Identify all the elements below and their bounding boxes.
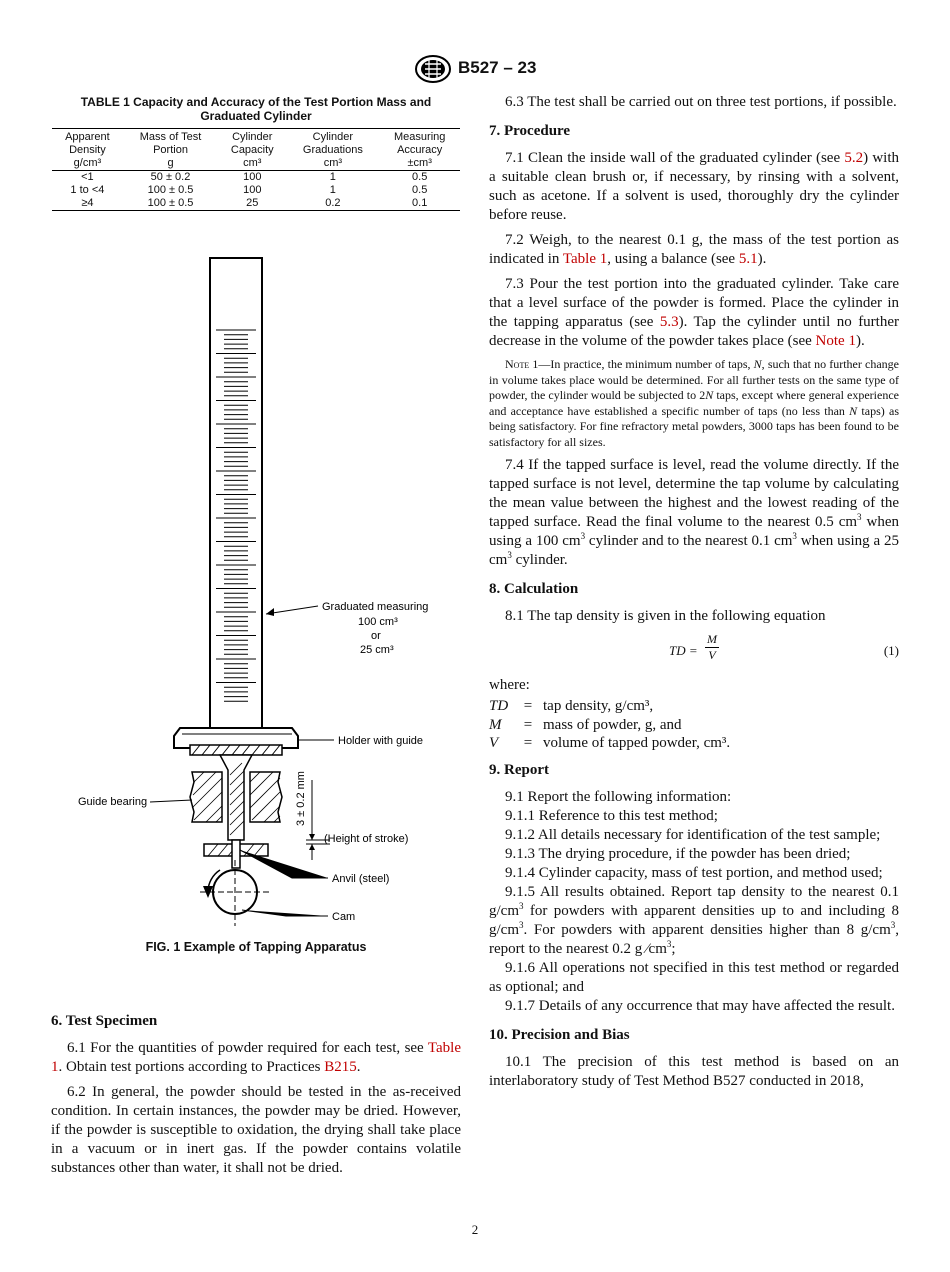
cam-label: Cam [332, 911, 356, 923]
tapping-apparatus-figure [60, 250, 460, 930]
table-cell: 0.1 [379, 197, 460, 211]
equation-numerator: M [707, 632, 717, 646]
col-header-mass: Mass of Test Portion [123, 129, 218, 158]
unit-graduations: cm³ [286, 157, 379, 171]
report-list [489, 788, 899, 1016]
table-caption [52, 95, 460, 123]
note-1: Note 1—In practice, the minimum number of taps, N, such that no further change in volume takes place would be determined. For all further tests on the same type of powder, the cylinder would be subjected to 2N taps, except where general experience and acceptance have established a specific number of taps (no less than N taps) as being satisfactory. For fine refractory metal powders, 3000 taps has been found to be satisfactory for all sizes. [489, 357, 900, 449]
table-cell: ≥4 [52, 197, 123, 211]
table-cell: 0.5 [412, 171, 428, 183]
table-row [52, 184, 460, 197]
paragraph-8-1: 8.1 The tap density is given in the following equation [505, 608, 826, 624]
page-header [0, 54, 950, 84]
left-column [51, 1012, 461, 1184]
table-cell: 100 ± 0.5 [147, 184, 194, 196]
table-cell: 0.5 [412, 184, 428, 196]
list-item: 9.1.1 Reference to this test method; [505, 807, 718, 824]
page-number: 2 [471, 1222, 479, 1237]
table1-link[interactable]: Table 1 [51, 1040, 461, 1075]
paragraph-6-3: 6.3 The test shall be carried out on three test portions, if possible. [505, 94, 897, 110]
table-caption-line1: TABLE 1 Capacity and Accuracy of the Test Portion Mass and [80, 95, 432, 109]
unit-density: g/cm³ [52, 157, 123, 171]
ref-5-1-link[interactable]: 5.1 [738, 251, 758, 267]
unit-capacity: cm³ [218, 157, 286, 171]
table-cell: 1 [329, 171, 336, 183]
graduated-cylinder [210, 258, 262, 728]
where-list [489, 697, 899, 753]
list-item: 9.1.3 The drying procedure, if the powder has been dried; [505, 845, 851, 862]
col-header-graduations: Cylinder Graduations [286, 129, 379, 158]
graduated-label-2: 100 cm³ [358, 616, 398, 628]
table1-link[interactable]: Table 1 [562, 251, 608, 267]
col-header-accuracy: Measuring Accuracy [379, 129, 460, 158]
guide-bearing-label: Guide bearing [78, 796, 148, 808]
table-caption-line2: Graduated Cylinder [200, 109, 312, 123]
table-cell: 100 [243, 171, 262, 183]
anvil-label: Anvil (steel) [332, 873, 390, 885]
b215-link[interactable]: B215 [324, 1059, 357, 1075]
graduated-label-1: Graduated measuring [322, 601, 429, 613]
equation-fraction [705, 632, 719, 663]
table-row [52, 197, 460, 211]
stroke-dimension-label: 3 ± 0.2 mm [295, 771, 307, 826]
paragraph-10-1: 10.1 The precision of this test method is based on an interlaboratory study of Test Method B527 conducted in 2018, [489, 1053, 899, 1089]
equation-1 [489, 632, 899, 668]
figure-caption: FIG. 1 Example of Tapping Apparatus [145, 940, 367, 954]
equation-denominator: V [708, 648, 716, 662]
list-item: 9.1.4 Cylinder capacity, mass of test portion, and method used; [505, 864, 883, 881]
table-cell: <1 [81, 171, 94, 183]
paragraph-7-1: 7.1 Clean the inside wall of the graduated cylinder (see 5.2) with a suitable clean brush or, if necessary, by rinsing with a solvent, such as acetone. If a solvent is used, thoroughly dry the cylinder before reuse. [489, 150, 899, 223]
graduated-label-4: 25 cm³ [360, 644, 394, 656]
holder-label: Holder with guide [338, 735, 423, 747]
unit-mass: g [123, 157, 218, 171]
table-cell: 100 [243, 184, 262, 196]
where-row: TD = tap density, g/cm³, [489, 698, 654, 714]
table-row [52, 171, 460, 185]
paragraph-7-2: 7.2 Weigh, to the nearest 0.1 g, the mass of the test portion as indicated in Table 1, using a balance (see 5.1). [489, 232, 899, 267]
paragraph-7-4: 7.4 If the tapped surface is level, read the volume directly. If the tapped surface is not level, determine the tap volume by calculating the mean value between the highest and the lowest reading of the tapped surface. Read the final volume to the nearest 0.5 $cm^3$ when using a 100 $cm^3$ cylinder and to the nearest 0.1 $cm^3$ when using a 25 $cm^3$ cylinder. [489, 457, 900, 568]
list-item: 9.1.7 Details of any occurrence that may have affected the result. [505, 997, 895, 1014]
unit-accuracy: ±cm³ [379, 157, 460, 171]
col-header-capacity: Cylinder Capacity [218, 129, 286, 158]
where-row: V = volume of tapped powder, cm³. [489, 735, 731, 751]
section-heading-6: 6. Test Specimen [51, 1013, 158, 1029]
table-cell: 100 ± 0.5 [123, 197, 218, 211]
ref-5-2-link[interactable]: 5.2 [844, 150, 864, 166]
note1-link[interactable]: Note 1 [815, 333, 856, 349]
ref-5-3-link[interactable]: 5.3 [659, 314, 679, 330]
where-row: M = mass of powder, g, and [489, 716, 682, 733]
equation-lhs: TD = [669, 643, 698, 658]
table-units-row [52, 157, 460, 171]
table-cell: 0.2 [286, 197, 379, 211]
paragraph-7-3: 7.3 Pour the test portion into the graduated cylinder. Take care that a level surface of the powder is formed. Place the cylinder in the tapping apparatus (see 5.3). Tap the cylinder until no further decrease in the volume of the powder takes place (see Note 1). [489, 276, 899, 349]
equation-number: (1) [883, 643, 899, 658]
list-item: 9.1.5 All results obtained. Report tap density to the nearest 0.1 $g/cm^3$ for powders with apparent densities up to and including 8 $g/cm^3$. For powders with apparent densities higher than 8 $g/cm^3$, report to the nearest 0.2 g $⁄cm^3$; [489, 883, 899, 957]
where-label: where: [489, 677, 530, 693]
list-item: 9.1.6 All operations not specified in this test method or regarded as optional; and [489, 959, 899, 995]
section-heading-10: 10. Precision and Bias [489, 1026, 630, 1043]
document-number: B527 – 23 [458, 58, 537, 77]
section-heading-7: 7. Procedure [489, 123, 571, 139]
table-cell: 1 to <4 [70, 184, 105, 196]
col-header-density: Apparent Density [52, 129, 123, 158]
section-heading-8: 8. Calculation [489, 581, 579, 597]
astm-logo-icon [414, 54, 452, 84]
paragraph-6-1: 6.1 For the quantities of powder required for each test, see Table 1. Obtain test portions according to Practices B215. [51, 1040, 461, 1075]
table-header-row [52, 129, 460, 158]
list-item: 9.1 Report the following information: [505, 788, 732, 805]
graduated-label-3: or [371, 630, 381, 642]
capacity-accuracy-table [52, 128, 460, 211]
right-column [489, 93, 899, 1097]
section-heading-9: 9. Report [489, 761, 549, 778]
table-cell: 25 [218, 197, 286, 211]
height-of-stroke-label: (Height of stroke) [324, 833, 409, 845]
paragraph-6-2: 6.2 In general, the powder should be tested in the as-received condition. In certain instances, the powder may be dried. However, if the powder is susceptible to oxidation, the drying shall take place in a vacuum or in inert gas. If the powder contains volatile substances other than water, it shall not be dried. [51, 1084, 461, 1176]
list-item: 9.1.2 All details necessary for identification of the test sample; [505, 826, 881, 843]
table-cell: 1 [329, 184, 336, 196]
table-cell: 50 ± 0.2 [150, 171, 191, 183]
